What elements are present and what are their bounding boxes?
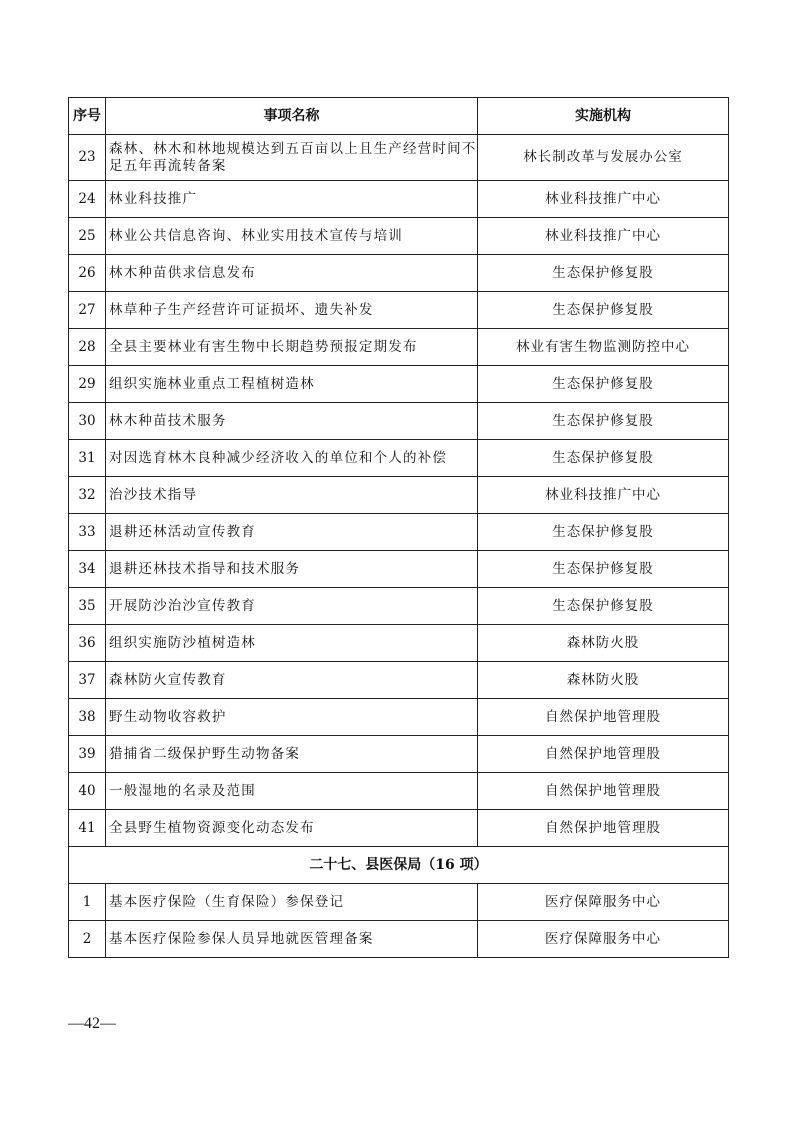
- row-agency: 生态保护修复股: [478, 551, 729, 588]
- row-agency: 生态保护修复股: [478, 255, 729, 292]
- table-row: [69, 292, 729, 329]
- section-header-row: [69, 847, 729, 884]
- service-items-table: [68, 97, 729, 958]
- row-agency: 生态保护修复股: [478, 440, 729, 477]
- table-header-row: [69, 98, 729, 135]
- row-agency: 医疗保障服务中心: [478, 921, 729, 958]
- row-name: 林木种苗供求信息发布: [106, 255, 478, 292]
- row-no: 1: [69, 884, 106, 921]
- row-no: 29: [69, 366, 106, 403]
- table-row: [69, 440, 729, 477]
- row-agency: 林业科技推广中心: [478, 477, 729, 514]
- row-no: 33: [69, 514, 106, 551]
- table-row: [69, 218, 729, 255]
- header-no: 序号: [69, 98, 106, 135]
- row-agency: 林长制改革与发展办公室: [478, 135, 729, 181]
- table-row: [69, 625, 729, 662]
- table-row: [69, 329, 729, 366]
- row-name: 森林、林木和林地规模达到五百亩以上且生产经营时间不足五年再流转备案: [106, 135, 478, 181]
- row-no: 36: [69, 625, 106, 662]
- row-no: 25: [69, 218, 106, 255]
- row-name: 治沙技术指导: [106, 477, 478, 514]
- row-no: 32: [69, 477, 106, 514]
- row-no: 28: [69, 329, 106, 366]
- header-name: 事项名称: [106, 98, 478, 135]
- row-no: 30: [69, 403, 106, 440]
- row-name: 林草种子生产经营许可证损坏、遗失补发: [106, 292, 478, 329]
- page-number: —42—: [68, 1015, 116, 1032]
- row-name: 林业科技推广: [106, 181, 478, 218]
- row-no: 31: [69, 440, 106, 477]
- row-no: 34: [69, 551, 106, 588]
- header-agency: 实施机构: [478, 98, 729, 135]
- row-name: 全县野生植物资源变化动态发布: [106, 810, 478, 847]
- table-row: [69, 551, 729, 588]
- row-agency: 林业科技推广中心: [478, 181, 729, 218]
- row-no: 26: [69, 255, 106, 292]
- table-row: [69, 514, 729, 551]
- row-no: 27: [69, 292, 106, 329]
- table-row: [69, 366, 729, 403]
- row-agency: 生态保护修复股: [478, 403, 729, 440]
- row-agency: 生态保护修复股: [478, 366, 729, 403]
- row-agency: 自然保护地管理股: [478, 736, 729, 773]
- table-row: [69, 810, 729, 847]
- row-name: 退耕还林活动宣传教育: [106, 514, 478, 551]
- row-name: 组织实施林业重点工程植树造林: [106, 366, 478, 403]
- row-agency: 林业有害生物监测防控中心: [478, 329, 729, 366]
- table-row: [69, 736, 729, 773]
- row-agency: 生态保护修复股: [478, 292, 729, 329]
- row-no: 24: [69, 181, 106, 218]
- row-name: 林业公共信息咨询、林业实用技术宣传与培训: [106, 218, 478, 255]
- row-name: 对因选育林木良种减少经济收入的单位和个人的补偿: [106, 440, 478, 477]
- row-no: 39: [69, 736, 106, 773]
- row-name: 全县主要林业有害生物中长期趋势预报定期发布: [106, 329, 478, 366]
- table-row: [69, 588, 729, 625]
- row-no: 23: [69, 135, 106, 181]
- row-agency: 生态保护修复股: [478, 514, 729, 551]
- row-name: 林木种苗技术服务: [106, 403, 478, 440]
- row-agency: 生态保护修复股: [478, 588, 729, 625]
- table-row: [69, 181, 729, 218]
- table-row: [69, 773, 729, 810]
- row-name: 组织实施防沙植树造林: [106, 625, 478, 662]
- table-row: [69, 662, 729, 699]
- row-name: 开展防沙治沙宣传教育: [106, 588, 478, 625]
- row-name: 基本医疗保险（生育保险）参保登记: [106, 884, 478, 921]
- row-agency: 自然保护地管理股: [478, 810, 729, 847]
- section-title: 二十七、县医保局（16 项）: [69, 847, 729, 884]
- row-no: 37: [69, 662, 106, 699]
- row-name: 森林防火宣传教育: [106, 662, 478, 699]
- row-agency: 自然保护地管理股: [478, 773, 729, 810]
- row-agency: 林业科技推广中心: [478, 218, 729, 255]
- table-row: [69, 884, 729, 921]
- row-agency: 医疗保障服务中心: [478, 884, 729, 921]
- row-name: 野生动物收容救护: [106, 699, 478, 736]
- row-no: 41: [69, 810, 106, 847]
- table-row: [69, 699, 729, 736]
- table-row: [69, 255, 729, 292]
- row-name: 退耕还林技术指导和技术服务: [106, 551, 478, 588]
- table-row: [69, 135, 729, 181]
- row-agency: 森林防火股: [478, 625, 729, 662]
- row-no: 2: [69, 921, 106, 958]
- row-no: 35: [69, 588, 106, 625]
- table-row: [69, 477, 729, 514]
- row-no: 38: [69, 699, 106, 736]
- row-name: 猎捕省二级保护野生动物备案: [106, 736, 478, 773]
- row-name: 基本医疗保险参保人员异地就医管理备案: [106, 921, 478, 958]
- table-row: [69, 921, 729, 958]
- row-name: 一般湿地的名录及范围: [106, 773, 478, 810]
- row-agency: 森林防火股: [478, 662, 729, 699]
- table-row: [69, 403, 729, 440]
- row-agency: 自然保护地管理股: [478, 699, 729, 736]
- row-no: 40: [69, 773, 106, 810]
